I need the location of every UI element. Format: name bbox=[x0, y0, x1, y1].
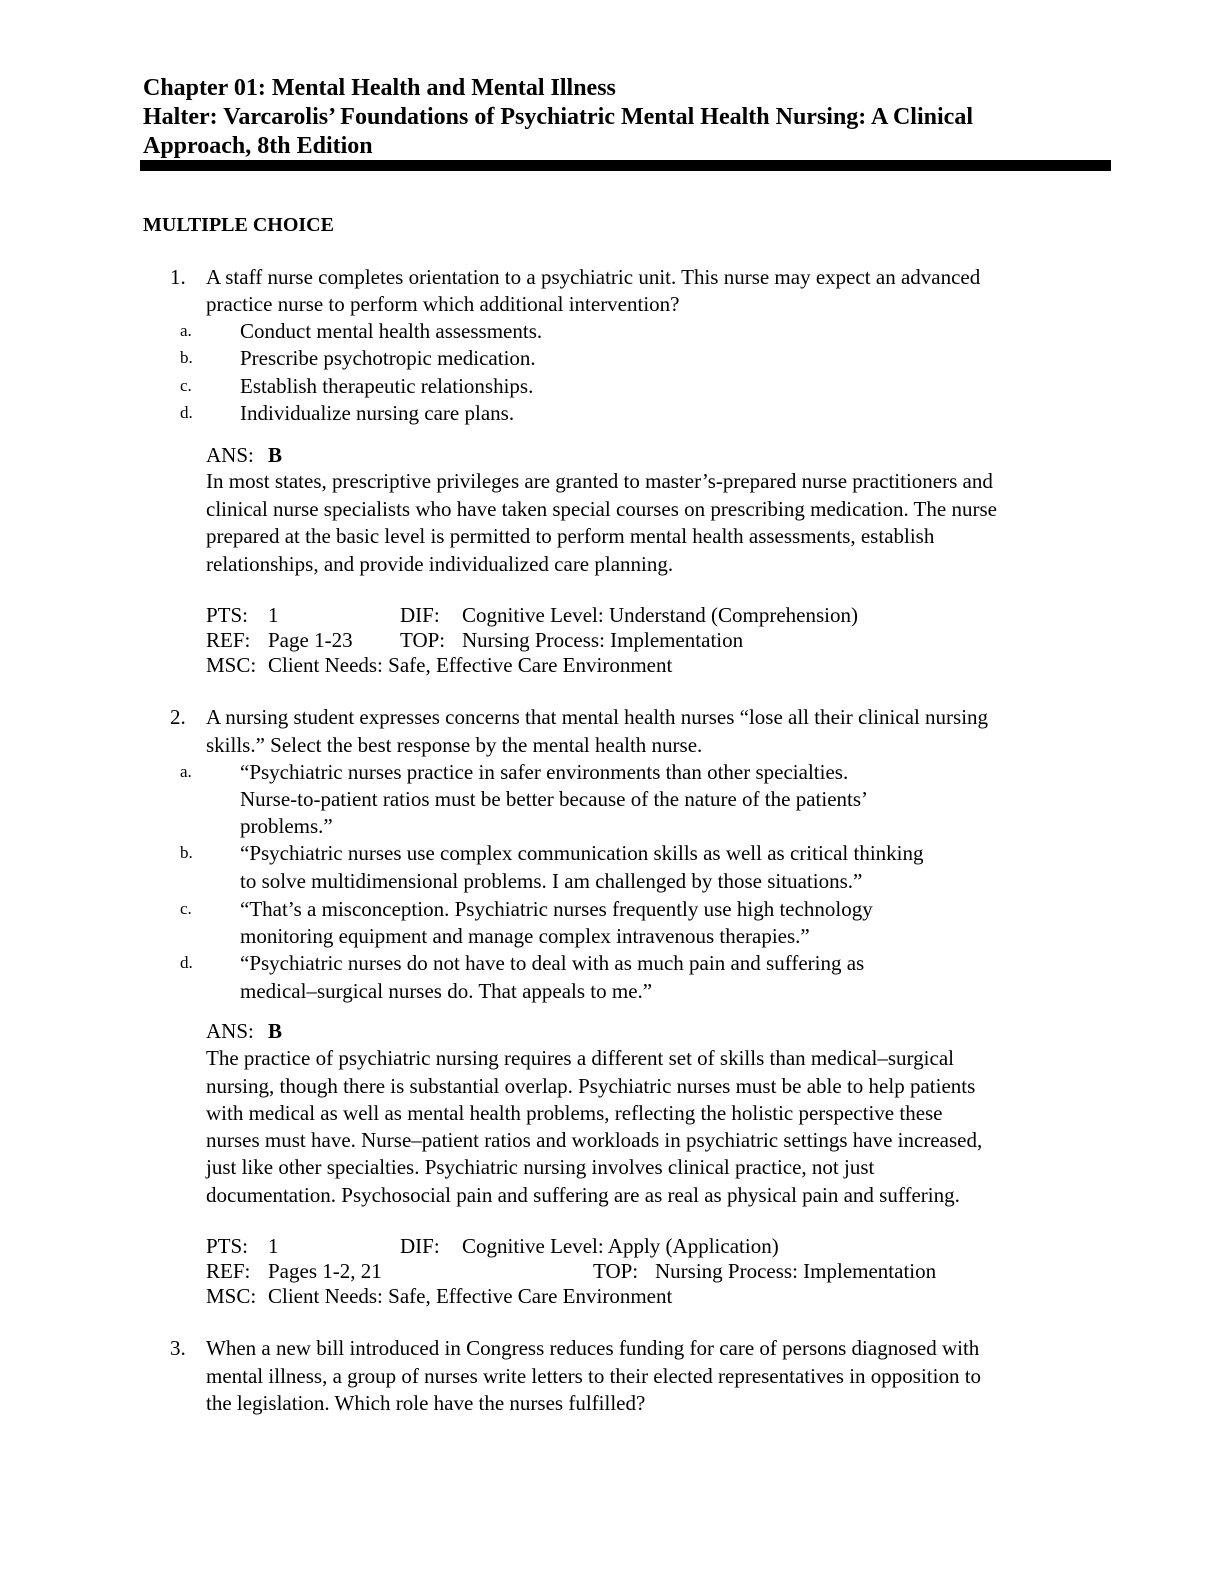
ref-value: Page 1-23 bbox=[268, 628, 353, 652]
pts-value: 1 bbox=[268, 1234, 279, 1258]
rationale-text: with medical as well as mental health problems, reflecting the holistic perspective these bbox=[206, 1101, 943, 1125]
dif-value: Cognitive Level: Understand (Comprehension) bbox=[462, 603, 858, 627]
answer-value: B bbox=[268, 443, 283, 467]
option-letter: a. bbox=[180, 321, 192, 340]
option-text: “Psychiatric nurses practice in safer environments than other specialties. bbox=[240, 760, 849, 784]
ref-label: REF: bbox=[206, 1259, 251, 1283]
rationale-text: clinical nurse specialists who have taken special courses on prescribing medication. The nurse bbox=[206, 497, 997, 521]
question-stem: mental illness, a group of nurses write letters to their elected representatives in opposition to bbox=[206, 1364, 982, 1388]
option-text: “Psychiatric nurses do not have to deal with as much pain and suffering as bbox=[240, 951, 865, 975]
option-letter: a. bbox=[180, 762, 192, 781]
question-stem: A nursing student expresses concerns that mental health nurses “lose all their clinical nursing bbox=[206, 705, 989, 729]
answer-label: ANS: bbox=[206, 443, 254, 467]
chapter-title: Chapter 01: Mental Health and Mental Illness bbox=[143, 75, 616, 101]
top-label: TOP: bbox=[400, 628, 446, 652]
top-label: TOP: bbox=[593, 1259, 639, 1283]
rationale-text: The practice of psychiatric nursing requires a different set of skills than medical–surgical bbox=[206, 1046, 954, 1070]
pts-label: PTS: bbox=[206, 603, 249, 627]
option-text: Establish therapeutic relationships. bbox=[240, 374, 534, 398]
option-text: “That’s a misconception. Psychiatric nurses frequently use high technology bbox=[240, 897, 873, 921]
option-text: medical–surgical nurses do. That appeals to me.” bbox=[240, 979, 653, 1003]
question-stem: practice nurse to perform which additional intervention? bbox=[206, 292, 680, 316]
msc-value: Client Needs: Safe, Effective Care Environment bbox=[268, 653, 673, 677]
rationale-text: documentation. Psychosocial pain and suffering are as real as physical pain and suffering. bbox=[206, 1183, 960, 1207]
question-number: 2. bbox=[170, 705, 186, 729]
ref-value: Pages 1-2, 21 bbox=[268, 1259, 382, 1283]
option-letter: c. bbox=[180, 376, 192, 395]
answer-value: B bbox=[268, 1019, 283, 1043]
rationale-text: In most states, prescriptive privileges are granted to master’s-prepared nurse practitioners and bbox=[206, 469, 993, 493]
rationale-text: nursing, though there is substantial overlap. Psychiatric nurses must be able to help patients bbox=[206, 1074, 976, 1098]
rationale-text: relationships, and provide individualized care planning. bbox=[206, 552, 674, 576]
section-heading: MULTIPLE CHOICE bbox=[143, 214, 334, 236]
question-number: 3. bbox=[170, 1336, 186, 1360]
option-text: to solve multidimensional problems. I am challenged by those situations.” bbox=[240, 869, 863, 893]
option-text: Individualize nursing care plans. bbox=[240, 401, 515, 425]
question-stem: A staff nurse completes orientation to a psychiatric unit. This nurse may expect an advanced bbox=[206, 265, 981, 289]
option-text: Conduct mental health assessments. bbox=[240, 319, 543, 343]
msc-label: MSC: bbox=[206, 653, 257, 677]
pts-label: PTS: bbox=[206, 1234, 249, 1258]
top-value: Nursing Process: Implementation bbox=[462, 628, 744, 652]
rationale-text: just like other specialties. Psychiatric nursing involves clinical practice, not just bbox=[206, 1155, 875, 1179]
ref-label: REF: bbox=[206, 628, 251, 652]
dif-value: Cognitive Level: Apply (Application) bbox=[462, 1234, 779, 1258]
option-letter: c. bbox=[180, 899, 192, 918]
answer-label: ANS: bbox=[206, 1019, 254, 1043]
header-divider bbox=[140, 160, 1111, 171]
question-number: 1. bbox=[170, 265, 186, 289]
msc-value: Client Needs: Safe, Effective Care Environment bbox=[268, 1284, 673, 1308]
option-text: Prescribe psychotropic medication. bbox=[240, 346, 536, 370]
question-stem: skills.” Select the best response by the mental health nurse. bbox=[206, 733, 703, 757]
rationale-text: prepared at the basic level is permitted to perform mental health assessments, establish bbox=[206, 524, 935, 548]
dif-label: DIF: bbox=[400, 1234, 440, 1258]
question-stem: When a new bill introduced in Congress reduces funding for care of persons diagnosed with bbox=[206, 1336, 980, 1360]
option-text: Nurse-to-patient ratios must be better because of the nature of the patients’ bbox=[240, 787, 869, 811]
pts-value: 1 bbox=[268, 603, 279, 627]
option-letter: d. bbox=[180, 953, 193, 972]
msc-label: MSC: bbox=[206, 1284, 257, 1308]
question-stem: the legislation. Which role have the nurses fulfilled? bbox=[206, 1391, 646, 1415]
option-letter: b. bbox=[180, 348, 193, 367]
option-text: “Psychiatric nurses use complex communication skills as well as critical thinking bbox=[240, 841, 924, 865]
option-text: problems.” bbox=[240, 814, 333, 838]
top-value: Nursing Process: Implementation bbox=[655, 1259, 937, 1283]
option-letter: d. bbox=[180, 403, 193, 422]
option-letter: b. bbox=[180, 843, 193, 862]
book-title: Halter: Varcarolis’ Foundations of Psychiatric Mental Health Nursing: A Clinical bbox=[143, 104, 973, 130]
dif-label: DIF: bbox=[400, 603, 440, 627]
rationale-text: nurses must have. Nurse–patient ratios and workloads in psychiatric settings have increased, bbox=[206, 1128, 983, 1152]
book-title-cont: Approach, 8th Edition bbox=[143, 133, 373, 159]
option-text: monitoring equipment and manage complex intravenous therapies.” bbox=[240, 924, 810, 948]
